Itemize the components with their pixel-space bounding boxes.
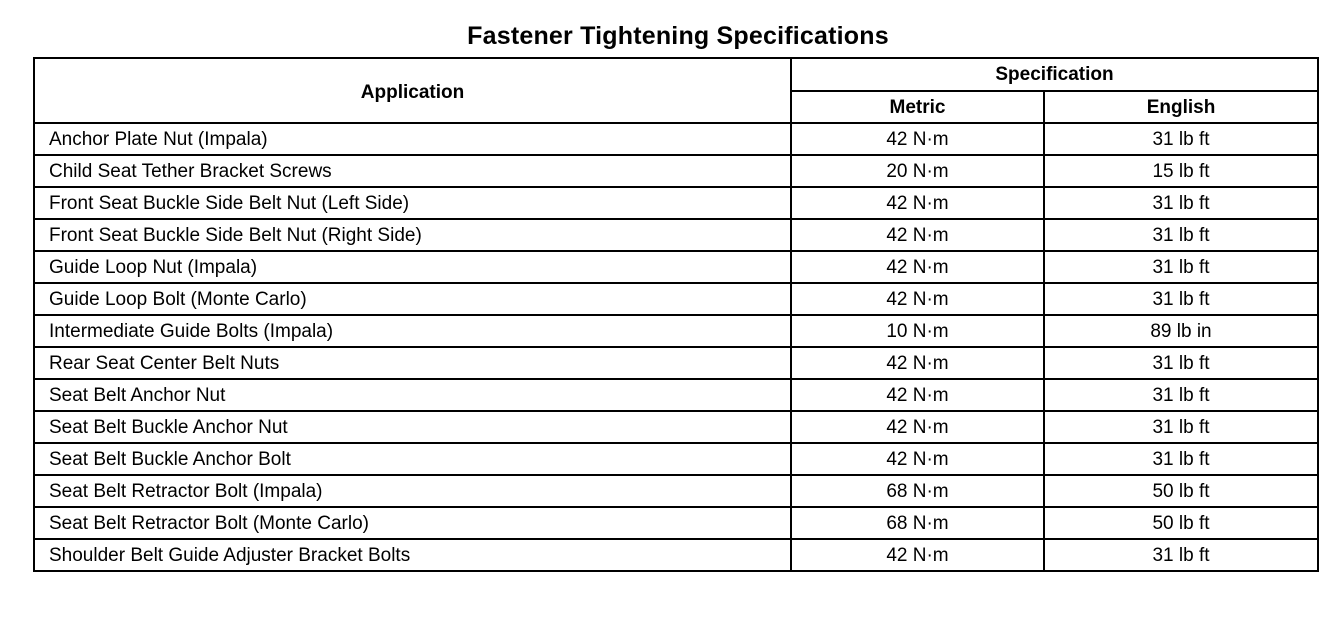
application-cell: Seat Belt Retractor Bolt (Monte Carlo)	[34, 507, 791, 539]
metric-cell: 42 N·m	[791, 123, 1044, 155]
column-header-english: English	[1044, 91, 1318, 123]
english-cell: 31 lb ft	[1044, 379, 1318, 411]
table-row	[34, 155, 1318, 187]
table-row	[34, 539, 1318, 571]
table-header-row	[34, 58, 1318, 91]
table-row	[34, 251, 1318, 283]
table-row	[34, 379, 1318, 411]
english-cell: 31 lb ft	[1044, 539, 1318, 571]
application-cell: Shoulder Belt Guide Adjuster Bracket Bolts	[34, 539, 791, 571]
english-cell: 31 lb ft	[1044, 123, 1318, 155]
page-title: Fastener Tightening Specifications	[467, 22, 889, 50]
metric-cell: 20 N·m	[791, 155, 1044, 187]
metric-cell: 42 N·m	[791, 219, 1044, 251]
table-row	[34, 283, 1318, 315]
application-cell: Front Seat Buckle Side Belt Nut (Right Side)	[34, 219, 791, 251]
application-cell: Front Seat Buckle Side Belt Nut (Left Side)	[34, 187, 791, 219]
application-cell: Anchor Plate Nut (Impala)	[34, 123, 791, 155]
english-cell: 31 lb ft	[1044, 347, 1318, 379]
table-row	[34, 315, 1318, 347]
table-row	[34, 123, 1318, 155]
column-header-specification: Specification	[791, 58, 1318, 91]
english-cell: 15 lb ft	[1044, 155, 1318, 187]
english-cell: 50 lb ft	[1044, 475, 1318, 507]
metric-cell: 42 N·m	[791, 411, 1044, 443]
table-row	[34, 347, 1318, 379]
table-row	[34, 507, 1318, 539]
english-cell: 31 lb ft	[1044, 219, 1318, 251]
metric-cell: 10 N·m	[791, 315, 1044, 347]
table-row	[34, 219, 1318, 251]
metric-cell: 68 N·m	[791, 475, 1044, 507]
metric-cell: 68 N·m	[791, 507, 1044, 539]
application-cell: Child Seat Tether Bracket Screws	[34, 155, 791, 187]
application-cell: Seat Belt Retractor Bolt (Impala)	[34, 475, 791, 507]
english-cell: 31 lb ft	[1044, 251, 1318, 283]
english-cell: 50 lb ft	[1044, 507, 1318, 539]
column-header-metric: Metric	[791, 91, 1044, 123]
table-row	[34, 443, 1318, 475]
metric-cell: 42 N·m	[791, 347, 1044, 379]
metric-cell: 42 N·m	[791, 187, 1044, 219]
metric-cell: 42 N·m	[791, 443, 1044, 475]
application-cell: Seat Belt Buckle Anchor Nut	[34, 411, 791, 443]
english-cell: 31 lb ft	[1044, 283, 1318, 315]
metric-cell: 42 N·m	[791, 283, 1044, 315]
column-header-application: Application	[34, 58, 791, 123]
fastener-spec-table	[33, 57, 1319, 572]
application-cell: Seat Belt Anchor Nut	[34, 379, 791, 411]
english-cell: 31 lb ft	[1044, 411, 1318, 443]
table-row	[34, 187, 1318, 219]
application-cell: Intermediate Guide Bolts (Impala)	[34, 315, 791, 347]
application-cell: Rear Seat Center Belt Nuts	[34, 347, 791, 379]
english-cell: 31 lb ft	[1044, 187, 1318, 219]
application-cell: Guide Loop Nut (Impala)	[34, 251, 791, 283]
application-cell: Guide Loop Bolt (Monte Carlo)	[34, 283, 791, 315]
table-row	[34, 411, 1318, 443]
table-row	[34, 475, 1318, 507]
english-cell: 31 lb ft	[1044, 443, 1318, 475]
metric-cell: 42 N·m	[791, 379, 1044, 411]
metric-cell: 42 N·m	[791, 251, 1044, 283]
application-cell: Seat Belt Buckle Anchor Bolt	[34, 443, 791, 475]
metric-cell: 42 N·m	[791, 539, 1044, 571]
english-cell: 89 lb in	[1044, 315, 1318, 347]
table-body	[34, 123, 1318, 571]
